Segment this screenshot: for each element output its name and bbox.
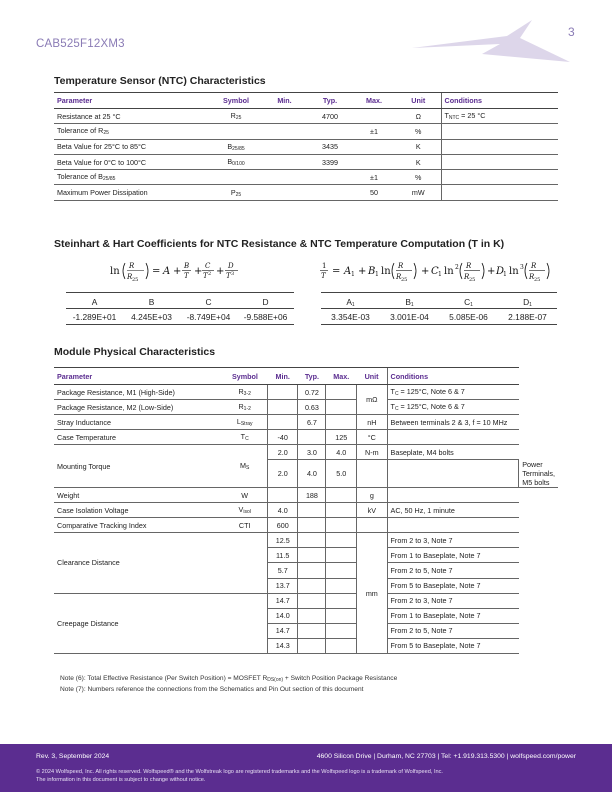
min-cell: 2.0 [267,460,298,488]
symbol-cell: $B_{0/100}$ [211,154,261,169]
symbol-cell: $R_{3-2}$ [222,385,267,400]
conditions-cell: From 5 to Baseplate, Note 7 [387,638,519,653]
ntc-section-title: Temperature Sensor (NTC) Characteristics [54,75,266,87]
table-row [54,154,558,169]
svg-text:R: R [466,262,472,270]
typ-cell [298,623,326,638]
svg-text:T: T [184,272,189,280]
svg-text:D: D [496,266,505,277]
parameter-cell: Resistance at 25 °C [54,109,211,124]
svg-text:25: 25 [132,277,139,283]
svg-text:1: 1 [322,262,327,270]
symbol-cell: $B_{25/85}$ [211,139,261,154]
unit-cell: °C [357,430,387,445]
column-header: Max. [326,368,357,385]
conditions-cell [441,185,558,200]
conditions-cell: $T_C = 125^\circ C$, Note 6 & 7 [387,400,519,415]
table-row [54,139,558,154]
conditions-cell: Between terminals 2 & 3, f = 10 MHz [387,415,519,430]
right-header-d: $D_1$ [523,297,532,308]
conditions-cell: From 2 to 5, Note 7 [387,623,519,638]
right-header-c: $C_1$ [464,297,473,308]
svg-text:A: A [344,266,352,277]
svg-text:R: R [127,273,133,281]
right-value-b: 3.001E-04 [390,312,429,322]
max-cell: ±1 [352,170,396,185]
symbol-cell: $R_{25}$ [211,109,261,124]
unit-cell: % [396,170,441,185]
column-header: Conditions [441,93,558,109]
max-cell: 5.0 [326,460,357,488]
note-7: Note (7): Numbers reference the connections from the Schematics and Pin Out section of this document [60,686,364,693]
column-header: Symbol [222,368,267,385]
min-cell [261,154,308,169]
clearance-parameter-cell: Clearance Distance [54,533,222,593]
parameter-cell: Stray Inductance [54,415,222,430]
max-cell: ±1 [352,124,396,139]
svg-text:25: 25 [534,277,541,283]
svg-text:25: 25 [401,277,408,283]
typ-cell: 0.63 [298,400,326,415]
min-cell: 14.3 [267,638,298,653]
typ-cell: 6.7 [298,415,326,430]
unit-cell: N-m [357,445,387,460]
typ-cell [298,608,326,623]
svg-text:ln: ln [110,266,120,277]
symbol-cell: $T_C$ [222,430,267,445]
max-cell [352,109,396,124]
column-header: Max. [352,93,396,109]
table-row [54,415,558,430]
typ-cell: 188 [298,487,326,502]
parameter-cell: Case Isolation Voltage [54,503,222,518]
svg-text:C: C [205,262,211,270]
typ-cell [298,503,326,518]
column-header: Conditions [387,368,519,385]
min-cell [267,415,298,430]
left-header-b: B [148,297,155,307]
svg-text:R: R [396,273,402,281]
typ-cell: 3435 [308,139,352,154]
max-cell [326,385,357,400]
max-cell [326,487,357,502]
creepage-parameter-cell: Creepage Distance [54,593,222,653]
svg-text:1: 1 [438,271,442,278]
svg-text:R: R [529,273,535,281]
conditions-cell [441,170,558,185]
conditions-cell: $T_C = 125^\circ C$, Note 6 & 7 [387,385,519,400]
typ-cell [298,578,326,593]
svg-text:3: 3 [520,264,524,271]
column-header: Typ. [308,93,352,109]
conditions-cell: Power Terminals, M5 bolts [519,460,558,488]
min-cell: 11.5 [267,548,298,563]
svg-text:=: = [332,266,341,277]
parameter-cell: Mounting Torque [54,445,222,488]
table-row [54,503,558,518]
svg-text:=: = [152,266,161,277]
min-cell: 600 [267,518,298,533]
svg-text:25: 25 [469,277,476,283]
max-cell [326,533,357,548]
table-row [54,430,558,445]
min-cell: 2.0 [267,445,298,460]
module-section-title: Module Physical Characteristics [54,346,216,358]
min-cell [261,109,308,124]
min-cell [261,139,308,154]
table-row [54,533,558,548]
table-row [54,170,558,185]
min-cell: 13.7 [267,578,298,593]
wolfstreak-logo-icon [412,18,570,66]
typ-cell: 0.72 [298,385,326,400]
parameter-cell: Beta Value for 0°C to 100°C [54,154,211,169]
min-cell: 5.7 [267,563,298,578]
max-cell [326,608,357,623]
left-header-a: A [91,297,98,307]
unit-cell: Ω [396,109,441,124]
temperature-equation [320,256,560,286]
table-row [54,185,558,200]
min-cell: 12.5 [267,533,298,548]
parameter-cell: Tolerance of $B_{25/85}$ [54,170,211,185]
conditions-cell: $T_{NTC} = 25$ °C [441,109,558,124]
note-6: Note (6): Total Effective Resistance (Per Switch Position) = MOSFET $R_{DS(on)}$ + Switch Position Package Resistance [60,675,398,683]
revision: Rev. 3, September 2024 [36,753,110,760]
typ-cell [298,593,326,608]
max-cell [326,518,357,533]
max-cell [326,593,357,608]
svg-text:T: T [226,272,231,280]
min-cell: -40 [267,430,298,445]
min-cell [261,124,308,139]
typ-cell [298,430,326,445]
min-cell [261,170,308,185]
svg-text:+: + [487,266,496,277]
part-number: CAB525F12XM3 [36,38,125,50]
table-row [54,109,558,124]
conditions-cell [441,139,558,154]
max-cell [326,563,357,578]
symbol-cell: $P_{25}$ [211,185,261,200]
conditions-cell: AC, 50 Hz, 1 minute [387,503,519,518]
company-address: 4600 Silicon Drive | Durham, NC 27703 | Tel: +1.919.313.5300 | wolfspeed.com/power [316,753,576,760]
column-header: Parameter [54,368,222,385]
max-cell [352,139,396,154]
typ-cell: 3399 [308,154,352,169]
typ-cell [298,638,326,653]
svg-text:C: C [431,266,439,277]
min-cell [267,400,298,415]
max-cell: 125 [326,430,357,445]
conditions-cell [387,518,519,533]
left-value-a: -1.289E+01 [72,312,117,322]
unit-cell: K [396,154,441,169]
svg-text:B: B [184,262,190,270]
symbol-cell [211,170,261,185]
distance-unit-cell: mm [357,533,387,654]
right-header-a: $A_1$ [346,297,355,308]
svg-text:+: + [421,266,430,277]
unit-cell: kV [357,503,387,518]
parameter-cell: Case Temperature [54,430,222,445]
conditions-cell [441,124,558,139]
steinhart-right-coefficients [321,292,557,326]
symbol-cell: CTI [222,518,267,533]
svg-text:+: + [173,266,182,277]
max-cell: 4.0 [326,445,357,460]
svg-text:+: + [194,266,203,277]
svg-text:ln: ln [444,266,454,277]
typ-cell [298,548,326,563]
conditions-cell [387,487,519,502]
conditions-cell: From 2 to 3, Note 7 [387,533,519,548]
parameter-cell: Package Resistance, M2 (Low-Side) [54,400,222,415]
svg-text:A: A [163,266,171,277]
typ-cell: 4.0 [298,460,326,488]
min-cell [261,185,308,200]
ntc-table [54,92,558,201]
page-number: 3 [568,25,575,39]
unit-cell [357,518,387,533]
column-header: Unit [396,93,441,109]
min-cell: 14.7 [267,593,298,608]
svg-text:1: 1 [375,271,379,278]
column-header: Min. [261,93,308,109]
table-row [54,385,558,400]
typ-cell [298,533,326,548]
steinhart-left-coefficients [66,292,294,326]
conditions-cell [441,154,558,169]
unit-cell: mW [396,185,441,200]
typ-cell: 3.0 [298,445,326,460]
max-cell [326,578,357,593]
parameter-cell: Beta Value for 25°C to 85°C [54,139,211,154]
right-header-b: $B_1$ [405,297,414,308]
svg-text:R: R [531,262,537,270]
column-header: Typ. [298,368,326,385]
typ-cell: 4700 [308,109,352,124]
symbol-cell: $L_{Stray}$ [222,415,267,430]
table-row [54,487,558,502]
steinhart-section-title: Steinhart & Hart Coefficients for NTC Resistance & NTC Temperature Computation (T in K) [54,238,505,250]
left-value-c: -8.749E+04 [186,312,231,322]
svg-text:T: T [321,272,326,280]
min-cell: 14.7 [267,623,298,638]
max-cell [326,638,357,653]
max-cell [326,400,357,415]
min-cell: 14.0 [267,608,298,623]
conditions-cell: From 2 to 5, Note 7 [387,563,519,578]
conditions-cell: From 2 to 3, Note 7 [387,593,519,608]
svg-text:2: 2 [208,271,212,277]
right-value-c: 5.085E-06 [449,312,488,322]
typ-cell [308,124,352,139]
parameter-cell: Weight [54,487,222,502]
left-header-d: D [262,297,269,307]
column-header: Unit [357,368,387,385]
column-header: Parameter [54,93,211,109]
unit-cell: nH [357,415,387,430]
unit-cell: K [396,139,441,154]
svg-text:D: D [228,262,234,270]
footer [0,744,612,792]
typ-cell [308,170,352,185]
min-cell: 4.0 [267,503,298,518]
max-cell [326,503,357,518]
parameter-cell: Tolerance of $R_{25}$ [54,124,211,139]
unit-cell: % [396,124,441,139]
right-value-d: 2.188E-07 [508,312,547,322]
symbol-cell [222,533,267,593]
resistance-equation [110,256,250,286]
symbol-cell: $R_{1-2}$ [222,400,267,415]
notes [60,674,397,694]
min-cell [267,487,298,502]
left-header-c: C [205,297,212,307]
parameter-cell: Maximum Power Dissipation [54,185,211,200]
svg-text:1: 1 [503,271,507,278]
typ-cell [308,185,352,200]
table-row [54,593,558,608]
typ-cell [298,563,326,578]
table-row [54,518,558,533]
unit-cell: mΩ [357,385,387,415]
table-row [54,124,558,139]
svg-text:ln: ln [381,266,391,277]
max-cell [326,548,357,563]
svg-text:+: + [216,266,225,277]
column-header: Min. [267,368,298,385]
parameter-cell: Comparative Tracking Index [54,518,222,533]
svg-text:B: B [368,266,376,277]
copyright: © 2024 Wolfspeed, Inc. All rights reserved. Wolfspeed® and the Wolfstreak logo are registered trademarks and the Wolfspeed logo is a trademark of Wolfspeed, Inc. The information in this document is subject to change without notice. [36,769,443,783]
conditions-cell: Baseplate, M4 bolts [387,445,519,460]
svg-text:R: R [464,273,470,281]
typ-cell [298,518,326,533]
min-cell [267,385,298,400]
svg-text:3: 3 [231,271,235,277]
svg-text:ln: ln [509,266,519,277]
unit-cell [387,460,519,488]
conditions-cell: From 1 to Baseplate, Note 7 [387,548,519,563]
symbol-cell: $V_{isol}$ [222,503,267,518]
svg-text:1: 1 [351,271,355,278]
left-value-b: 4.245E+03 [131,312,172,322]
max-cell [326,415,357,430]
symbol-cell: W [222,487,267,502]
symbol-cell: $M_S$ [222,445,267,488]
svg-text:+: + [358,266,367,277]
svg-text:R: R [129,262,135,270]
symbol-cell [222,593,267,653]
max-cell [352,154,396,169]
table-row [54,400,558,415]
left-value-d: -9.588E+06 [243,312,288,322]
svg-text:R: R [398,262,404,270]
parameter-cell: Package Resistance, M1 (High-Side) [54,385,222,400]
conditions-cell: From 1 to Baseplate, Note 7 [387,608,519,623]
symbol-cell [211,124,261,139]
unit-cell: g [357,487,387,502]
table-row [54,445,558,460]
conditions-cell: From 5 to Baseplate, Note 7 [387,578,519,593]
unit-cell [357,460,387,488]
svg-text:T: T [203,272,208,280]
column-header: Symbol [211,93,261,109]
module-table [54,367,558,654]
right-value-a: 3.354E-03 [331,312,370,322]
conditions-cell [387,430,519,445]
max-cell: 50 [352,185,396,200]
svg-text:2: 2 [455,264,459,271]
max-cell [326,623,357,638]
